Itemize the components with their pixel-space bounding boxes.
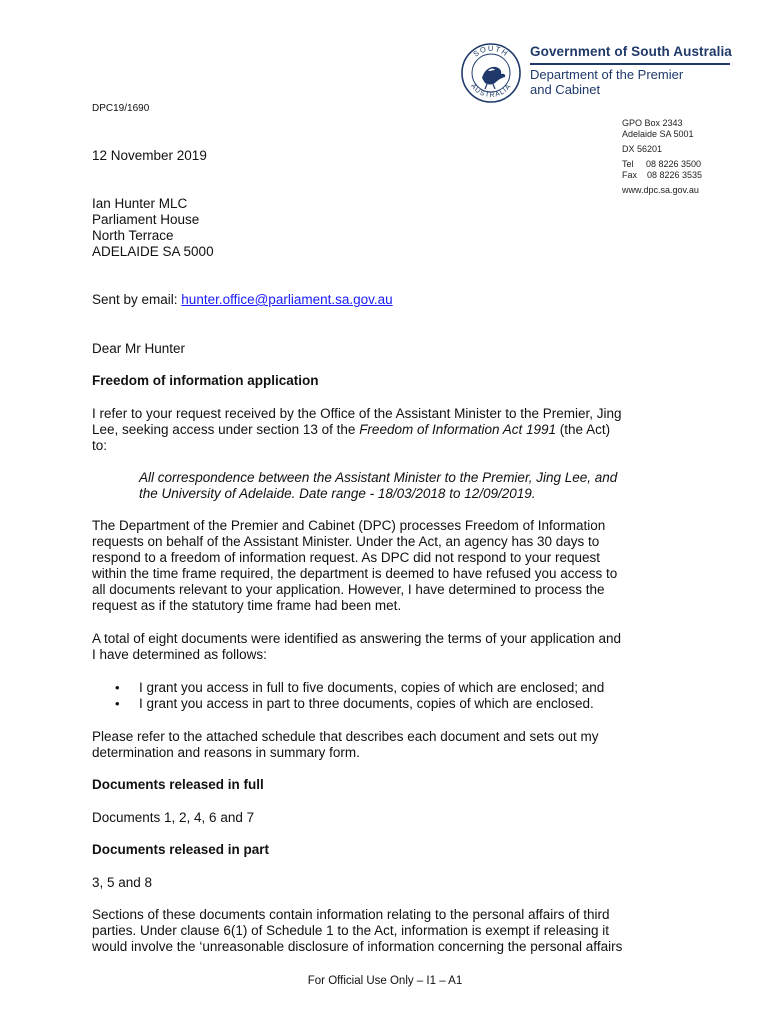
paragraph-line: I have determined as follows: — [92, 647, 267, 662]
section-text-full: Documents 1, 2, 4, 6 and 7 — [92, 810, 255, 825]
paragraph-line: determination and reasons in summary form. — [92, 745, 360, 760]
paragraph-process — [92, 518, 617, 614]
title-rule — [530, 63, 730, 65]
paragraph-request — [92, 406, 622, 454]
crest-text-top: SOUTH — [471, 43, 511, 59]
sent-by-line — [92, 292, 393, 308]
list-item — [115, 696, 675, 712]
salutation: Dear Mr Hunter — [92, 341, 186, 356]
recipient-line-4: ADELAIDE SA 5000 — [92, 244, 214, 259]
contact-web: www.dpc.sa.gov.au — [622, 185, 699, 195]
svg-text:SOUTH — [471, 44, 510, 59]
department-line-1: Department of the Premier — [530, 67, 684, 82]
sa-crest-icon — [460, 42, 522, 104]
paragraph-line: Sections of these documents contain information relating to the personal affairs of third — [92, 907, 610, 922]
paragraph-line: within the time frame required, the department is deemed to have refused you access to — [92, 566, 618, 581]
paragraph-line: parties. Under clause 6(1) of Schedule 1 to the Act, information is exempt if releasing it — [92, 923, 610, 938]
paragraph-documents-identified — [92, 631, 621, 663]
recipient-address — [92, 196, 214, 260]
request-quote — [139, 470, 617, 502]
subject-heading: Freedom of information application — [92, 373, 319, 388]
crest-text-bottom: AUSTRALIA — [469, 82, 513, 100]
quote-line: the University of Adelaide. Date range - 18/03/2018 to 12/09/2019. — [139, 486, 536, 501]
paragraph-line: Please refer to the attached schedule that describes each document and sets out my — [92, 729, 599, 744]
list-item — [115, 680, 675, 696]
paragraph-line: to: — [92, 438, 108, 453]
department-name — [530, 67, 683, 97]
recipient-line-2: Parliament House — [92, 212, 200, 227]
act-title: Freedom of Information Act 1991 — [359, 422, 557, 437]
page-footer: For Official Use Only – I1 – A1 — [307, 975, 463, 987]
recipient-name: Ian Hunter MLC — [92, 196, 188, 211]
contact-block — [622, 118, 702, 196]
contact-dx: DX 56201 — [622, 144, 663, 154]
paragraph-line: I refer to your request received by the Office of the Assistant Minister to the Premier, Jing — [92, 406, 622, 421]
bullet-icon: • — [115, 696, 120, 711]
section-heading-full: Documents released in full — [92, 777, 264, 792]
list-item-text: I grant you access in full to five documents, copies of which are enclosed; and — [139, 680, 605, 695]
letter-date: 12 November 2019 — [92, 148, 207, 163]
sent-by-prefix: Sent by email: — [92, 292, 182, 307]
section-text-part: 3, 5 and 8 — [92, 875, 153, 890]
department-line-2: and Cabinet — [530, 82, 601, 97]
section-heading-part: Documents released in part — [92, 842, 270, 857]
reference-number: DPC19/1690 — [92, 103, 150, 114]
paragraph-line: A total of eight documents were identified as answering the terms of your application and — [92, 631, 622, 646]
bullet-icon: • — [115, 680, 120, 695]
recipient-line-3: North Terrace — [92, 228, 174, 243]
text-span: (the Act) — [556, 422, 611, 437]
letterhead-logo — [460, 42, 750, 104]
email-link[interactable]: hunter.office@parliament.sa.gov.au — [181, 292, 393, 307]
paragraph-line: requests on behalf of the Assistant Minister. Under the Act, an agency has 30 days to — [92, 534, 600, 549]
paragraph-line: The Department of the Premier and Cabinet (DPC) processes Freedom of Information — [92, 518, 606, 533]
determination-list — [115, 680, 675, 712]
paragraph-line: respond to a freedom of information request. As DPC did not respond to your request — [92, 550, 601, 565]
quote-line: All correspondence between the Assistant Minister to the Premier, Jing Lee, and — [139, 470, 618, 485]
paragraph-line: would involve the ‘unreasonable disclosure of information concerning the personal affairs — [92, 939, 623, 954]
paragraph-personal-affairs — [92, 907, 622, 955]
contact-city: Adelaide SA 5001 — [622, 129, 694, 139]
paragraph-line — [92, 422, 622, 438]
text-span: Lee, seeking access under section 13 of the — [92, 422, 360, 437]
paragraph-line: all documents relevant to your application. However, I have determined to process the — [92, 582, 605, 597]
contact-fax: Fax 08 8226 3535 — [622, 170, 703, 180]
contact-po-box: GPO Box 2343 — [622, 118, 683, 128]
list-item-text: I grant you access in part to three documents, copies of which are enclosed. — [139, 696, 594, 711]
contact-tel: Tel 08 8226 3500 — [622, 159, 702, 169]
paragraph-line: request as if the statutory time frame had been met. — [92, 598, 402, 613]
government-title: Government of South Australia — [530, 44, 732, 59]
paragraph-schedule — [92, 729, 599, 761]
